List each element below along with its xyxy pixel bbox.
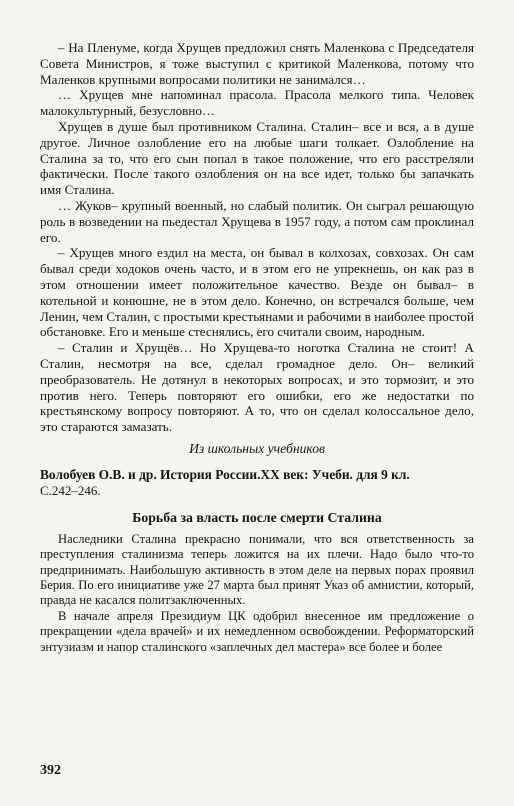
citation-pages: С.242–246. xyxy=(40,482,101,498)
page-content xyxy=(40,40,474,655)
page-number: 392 xyxy=(40,763,61,778)
excerpt-paragraph: – На Пленуме, когда Хрущев предложил снять Маленкова с Председателя Совета Министров, я тоже выступил с критикой Маленкова, потому что Маленков крупными вопросами политики не занимался… xyxy=(40,40,474,87)
subheading: Из школьных учебников xyxy=(189,440,325,456)
excerpt-paragraph: – Хрущев много ездил на места, он бывал в колхозах, совхозах. Он сам бывал среди ходоков очень часто, и в этом его не упрекнешь, он как раз в этом отношении имеет положительное качество. Везде он бывал– в котельной и конюшне, не в этом дело. Конечно, он встречался больше, чем Ленин, чем Сталин, с простыми крестьянами и рабочими в наиболее простой обстановке. Его и меньше стеснялись, его считали своим, народным. xyxy=(40,245,474,340)
section-paragraph: Наследники Сталина прекрасно понимали, что вся ответственность за преступления сталинизма теперь ложится на их плечи. Надо было что-то предпринимать. Наибольшую активность в этом деле на первых порах проявил Берия. По его инициативе уже 27 марта был принят Указ об амнистии, который, правда не касался политзаключенных. xyxy=(40,531,474,608)
excerpt-paragraph: … Хрущев мне напоминал прасола. Прасола мелкого типа. Человек малокультурный, безусловно… xyxy=(40,87,474,119)
section-paragraph: В начале апреля Президиум ЦК одобрил внесенное им предложение о прекращении «дела врачей» и их немедленном освобождении. Реформаторский энтузиазм и напор сталинского «заплечных дел мастера» все более и более xyxy=(40,608,474,654)
excerpt-paragraph: – Сталин и Хрущёв… Но Хрущева-то ноготка Сталина не стоит! А Сталин, несмотря на все, сделал громадное дело. Он– великий преобразователь. Не дотянул в некоторых вопросах, и это тормозит, и это против него. Теперь повторяют его ошибки, его же недостатки по крестьянскому вопросу повторяют. А то, что он сделал колоссальное дело, это стараются замазать. xyxy=(40,340,474,435)
section-title: Борьба за власть после смерти Сталина xyxy=(132,509,382,525)
excerpt-paragraph: … Жуков– крупный военный, но слабый политик. Он сыграл решающую роль в возведении на пьедестал Хрущева в 1957 году, а потом сам проклинал его. xyxy=(40,197,474,245)
citation-title: Волобуев О.В. и др. История России.XX век: Учебн. для 9 кл. xyxy=(40,466,410,482)
excerpt-paragraph: Хрущев в душе был противником Сталина. Сталин– все и вся, а в душе другое. Личное озлобление его на любые шаги толкает. Озлобление на Сталина за то, что его сын попал в такое положение, что его расстреляли фактически. После такого озлобления он на все идет, только бы запачкать имя Сталина. xyxy=(40,118,474,198)
